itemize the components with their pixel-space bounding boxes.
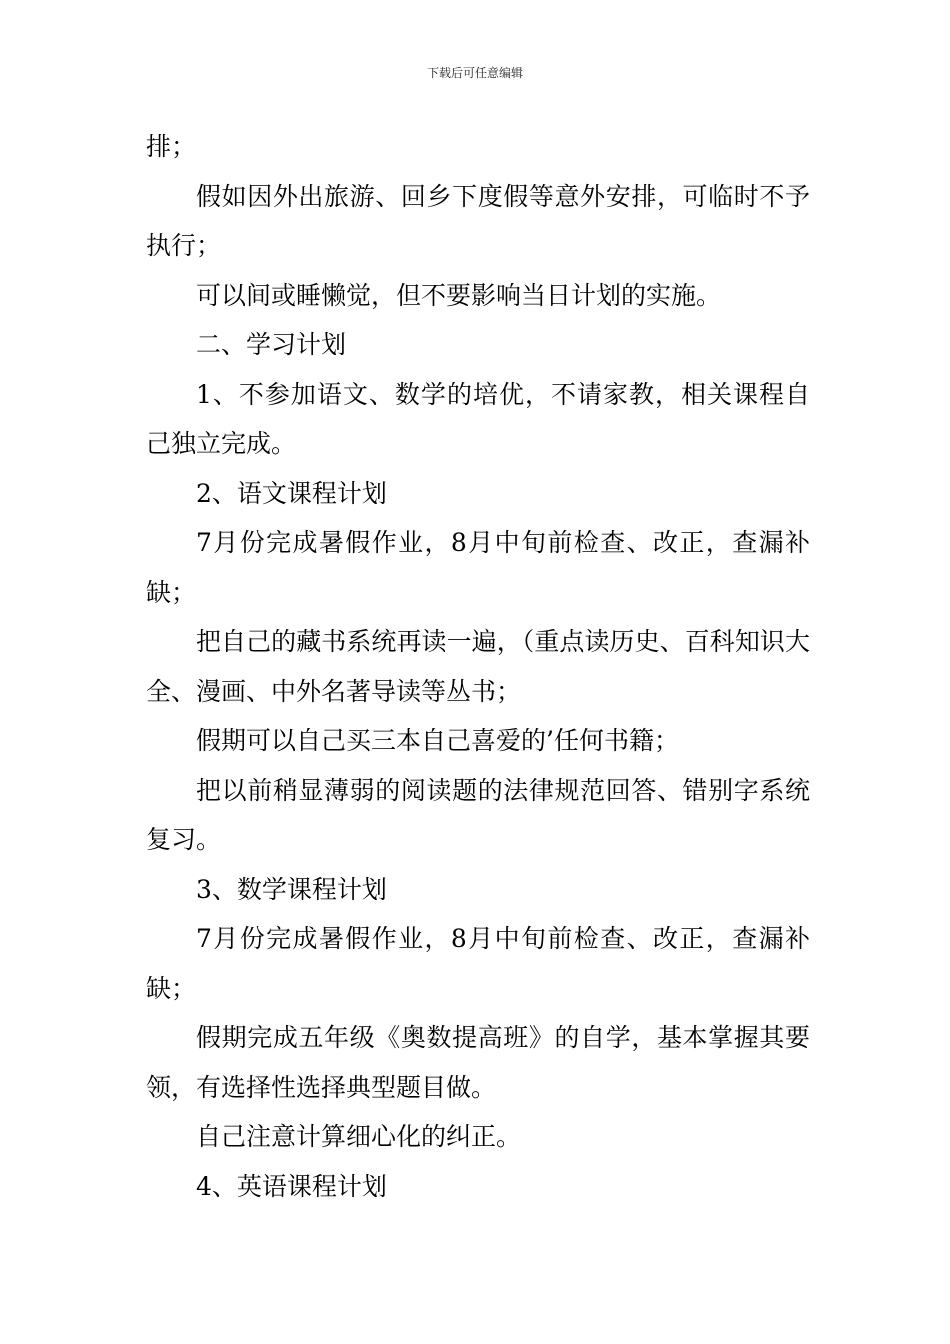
paragraph: 把自己的藏书系统再读一遍，（重点读历史、百科知识大全、漫画、中外名著导读等丛书； <box>146 627 810 706</box>
paragraph: 自己注意计算细心化的纠正。 <box>196 1122 522 1151</box>
paragraph: 假期完成五年级《奥数提高班》的自学，基本掌握其要领，有选择性选择典型题目做。 <box>146 1023 810 1102</box>
paragraph: 把以前稍显薄弱的阅读题的法律规范回答、错别字系统复习。 <box>146 775 810 854</box>
paragraph: 假期可以自己买三本自己喜爱的’任何书籍； <box>196 726 679 755</box>
paragraph: 1、不参加语文、数学的培优，不请家教，相关课程自己独立完成。 <box>146 379 810 458</box>
paragraph: 可以间或睡懒觉，但不要影响当日计划的实施。 <box>196 280 722 310</box>
page-header: 下载后可任意编辑 <box>426 66 523 80</box>
paragraph: 假如因外出旅游、回乡下度假等意外安排，可临时不予执行； <box>146 181 810 260</box>
paragraph: 7月份完成暑假作业，8月中旬前检查、改正，查漏补缺； <box>146 924 810 1003</box>
subsection-heading: 2、语文课程计划 <box>196 478 387 508</box>
document-body <box>146 122 810 1211</box>
section-heading: 二、学习计划 <box>196 330 347 359</box>
subsection-heading: 3、数学课程计划 <box>196 874 387 904</box>
subsection-heading: 4、英语课程计划 <box>196 1171 387 1201</box>
paragraph: 7月份完成暑假作业，8月中旬前检查、改正，查漏补缺； <box>146 528 810 607</box>
paragraph: 排； <box>146 132 197 161</box>
